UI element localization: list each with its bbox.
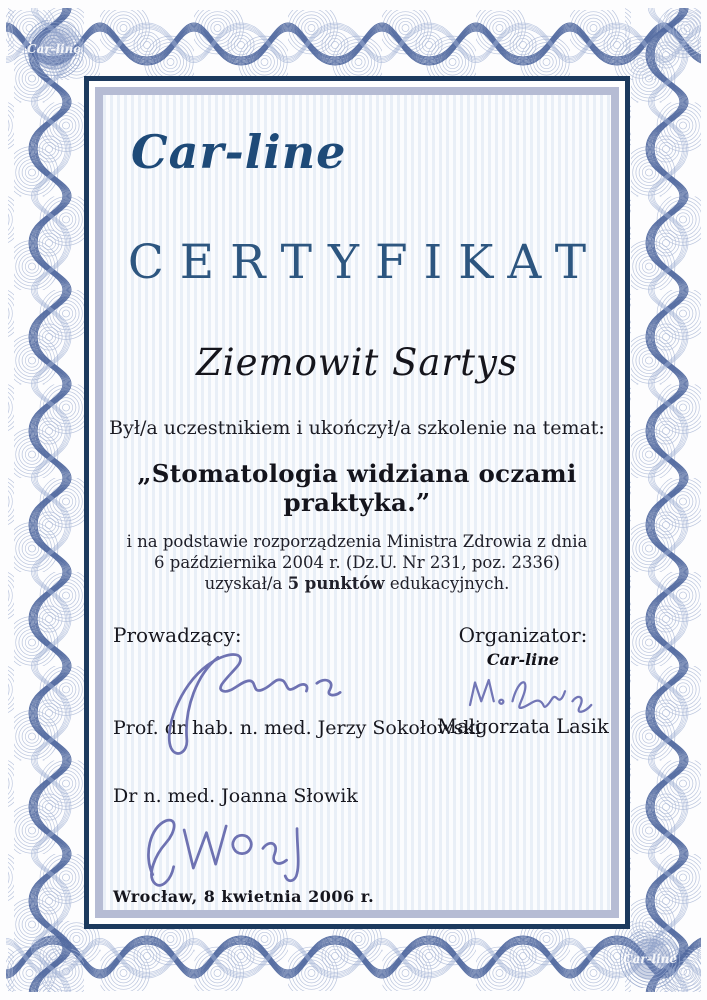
place-and-date: Wrocław, 8 kwietnia 2006 r.	[113, 887, 375, 906]
legal-line1: i na podstawie rozporządzenia Ministra Zdrowia z dnia	[126, 532, 588, 551]
organizer-label: Organizator:	[458, 623, 588, 647]
certificate-inner-band	[95, 87, 619, 918]
organizer-person-name: Małgorzata Lasik	[437, 715, 609, 738]
legal-line3-pre: uzyskał/a	[204, 574, 288, 593]
course-title: „Stomatologia widziana oczami praktyka.”	[137, 459, 577, 517]
certificate-frame	[84, 76, 630, 929]
certificate-title: CERTYFIKAT	[127, 235, 603, 290]
legal-line3-post: edukacyjnych.	[384, 574, 510, 593]
border-corner-watermark-top-left	[8, 20, 100, 78]
legal-paragraph	[103, 531, 611, 594]
guilloche-border-bottom	[6, 921, 701, 991]
watermark-text: Car-line	[26, 42, 82, 56]
recipient-name: Ziemowit Sartys	[196, 341, 518, 384]
leader-label: Prowadzący:	[113, 623, 242, 647]
watermark-text: Car-line	[622, 952, 678, 966]
signature-jerzy-sokolowski	[139, 643, 349, 773]
points-earned: 5 punktów	[287, 574, 385, 593]
guilloche-border-top	[6, 10, 701, 80]
leader1-name: Prof. dr hab. n. med. Jerzy Sokołowski	[113, 717, 481, 739]
carline-logo: Car-line	[131, 125, 347, 179]
guilloche-border-right	[622, 8, 701, 992]
legal-line2: 6 października 2004 r. (Dz.U. Nr 231, poz. 2336)	[154, 553, 560, 572]
signature-joanna-slowik	[121, 809, 351, 893]
intro-line: Był/a uczestnikiem i ukończył/a szkolenie na temat:	[109, 417, 605, 439]
leader2-name: Dr n. med. Joanna Słowik	[113, 785, 358, 807]
organizer-logo-script: Car-line	[486, 650, 560, 669]
guilloche-border-left	[8, 8, 84, 992]
signature-malgorzata-lasik	[455, 667, 605, 723]
border-corner-watermark-bottom-right	[602, 930, 698, 988]
